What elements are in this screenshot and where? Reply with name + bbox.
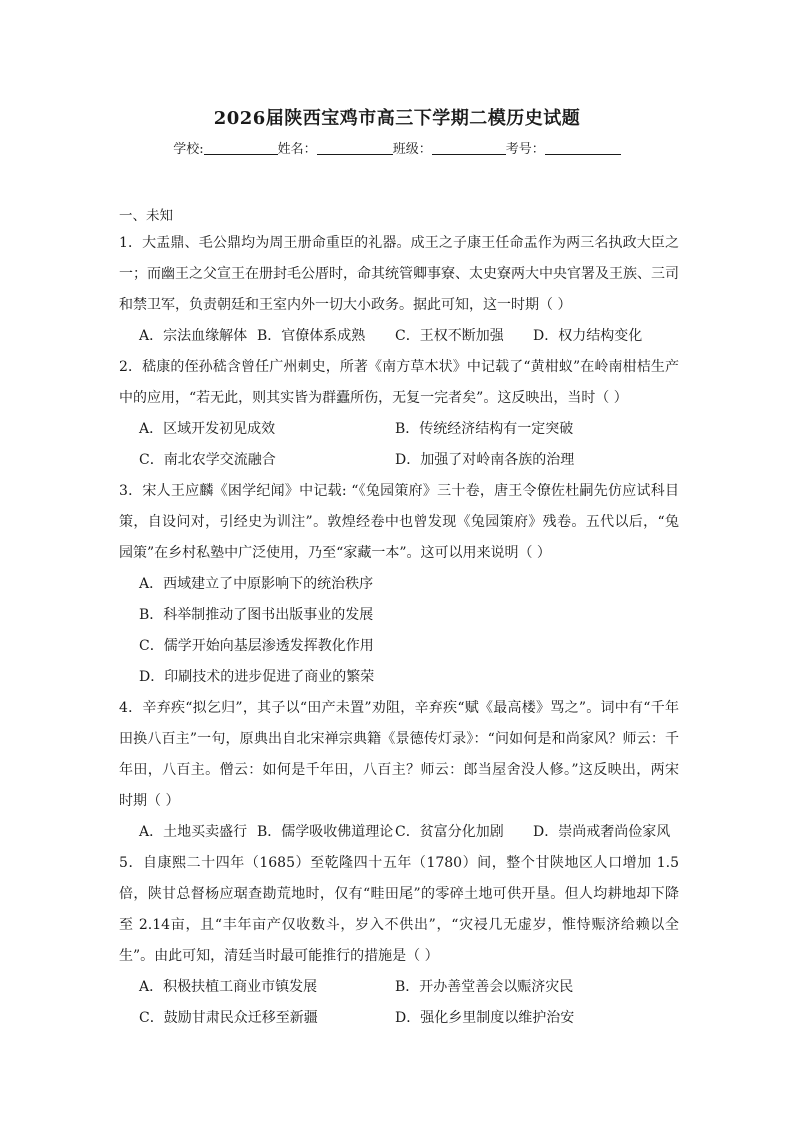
exam-no-label: 考号： <box>505 142 545 157</box>
exam-no-blank[interactable] <box>545 141 621 155</box>
question-stem: 3．宋人王应麟《困学纪闻》中记载: “《兔园策府》三十卷，唐王令僚佐杜嗣先仿应试科目策，自设问对，引经史为训注”。敦煌经卷中也曾发现《兔园策府》残卷。五代以后，“兔园策”在乡村私塾中广泛使用，乃至“家藏一本”。这可以用来说明（ ） <box>119 483 679 561</box>
school-blank[interactable] <box>204 141 278 155</box>
question-3 <box>119 476 679 693</box>
class-blank[interactable] <box>432 141 506 155</box>
option-d[interactable]: D．强化乡里制度以维护治安 <box>395 1010 575 1026</box>
option-a[interactable]: A．西域建立了中原影响下的统治秩序 <box>139 576 374 592</box>
option-c[interactable]: C．贫富分化加剧 <box>395 824 504 840</box>
option-b[interactable]: B．传统经济结构有一定突破 <box>395 421 574 437</box>
section-heading: 一、未知 <box>119 208 173 224</box>
class-label: 班级： <box>392 142 432 157</box>
option-c[interactable]: C．儒学开始向基层渗透发挥教化作用 <box>139 638 374 654</box>
student-info-line <box>0 138 794 157</box>
question-stem: 5．自康熙二十四年（1685）至乾隆四十五年（1780）间，整个甘陕地区人口增加 1.5 倍，陕甘总督杨应琚查勘荒地时，仅有“畦田尾”的零碎土地可供开垦。但人均耕地却下降至 2.14亩，且“丰年亩产仅收数斗，岁入不供出”，“灾祲几无虚岁，惟恃赈济给赖以全生”。由此可知，清廷当时最可能推行的措施是（ ） <box>119 855 679 964</box>
option-grid <box>119 972 679 1034</box>
option-a[interactable]: A．区域开发初见成效 <box>139 421 276 437</box>
option-c[interactable]: C．王权不断加强 <box>395 328 504 344</box>
name-label: 姓名： <box>277 142 317 157</box>
option-row <box>119 817 679 848</box>
option-b[interactable]: B．科举制推动了图书出版事业的发展 <box>139 607 374 623</box>
question-stem: 2．嵇康的侄孙嵇含曾任广州刺史，所著《南方草木状》中记载了“黄柑蚁”在岭南柑桔生产中的应用，“若无此，则其实皆为群蠹所伤，无复一完者矣”。这反映出，当时（ ） <box>119 359 679 406</box>
question-2 <box>119 352 679 476</box>
question-stem: 4．辛弃疾“拟乞归”，其子以“田产未置”劝阻，辛弃疾“赋《最高楼》骂之”。词中有“千年田换八百主”一句，原典出自北宋禅宗典籍《景德传灯录》：“问如何是和尚家风？师云：千年田，八百主。僧云：如何是千年田，八百主？师云：郎当屋舍没人修。”这反映出，两宋时期（ ） <box>119 700 679 809</box>
question-stem: 1．大盂鼎、毛公鼎均为周王册命重臣的礼器。成王之子康王任命盂作为两三名执政大臣之一；而幽王之父宣王在册封毛公厝时，命其统管卿事寮、太史寮两大中央官署及王族、三司和禁卫军，负责朝廷和王室内外一切大小政务。据此可知，这一时期（ ） <box>119 235 679 313</box>
exam-title: 2026届陕西宝鸡市高三下学期二模历史试题 <box>213 108 581 129</box>
option-b[interactable]: B．儒学吸收佛道理论 <box>257 824 394 840</box>
option-d[interactable]: D．加强了对岭南各族的治理 <box>395 452 575 468</box>
question-list <box>119 228 679 1034</box>
option-c[interactable]: C．南北农学交流融合 <box>139 452 276 468</box>
question-5 <box>119 848 679 1034</box>
option-grid <box>119 414 679 476</box>
option-a[interactable]: A．积极扶植工商业市镇发展 <box>139 979 318 995</box>
option-b[interactable]: B．官僚体系成熟 <box>257 328 366 344</box>
option-list <box>119 569 679 693</box>
option-row <box>119 321 679 352</box>
option-a[interactable]: A．土地买卖盛行 <box>139 824 248 840</box>
option-a[interactable]: A．宗法血缘解体 <box>139 328 248 344</box>
question-1 <box>119 228 679 352</box>
option-d[interactable]: D．印刷技术的进步促进了商业的繁荣 <box>139 669 375 685</box>
question-4 <box>119 693 679 848</box>
option-d[interactable]: D．崇尚戒奢尚俭家风 <box>533 824 671 840</box>
option-b[interactable]: B．开办善堂善会以赈济灾民 <box>395 979 574 995</box>
option-c[interactable]: C．鼓励甘肃民众迁移至新疆 <box>139 1010 318 1026</box>
school-label: 学校: <box>173 142 204 157</box>
name-blank[interactable] <box>317 141 393 155</box>
option-d[interactable]: D．权力结构变化 <box>533 328 643 344</box>
